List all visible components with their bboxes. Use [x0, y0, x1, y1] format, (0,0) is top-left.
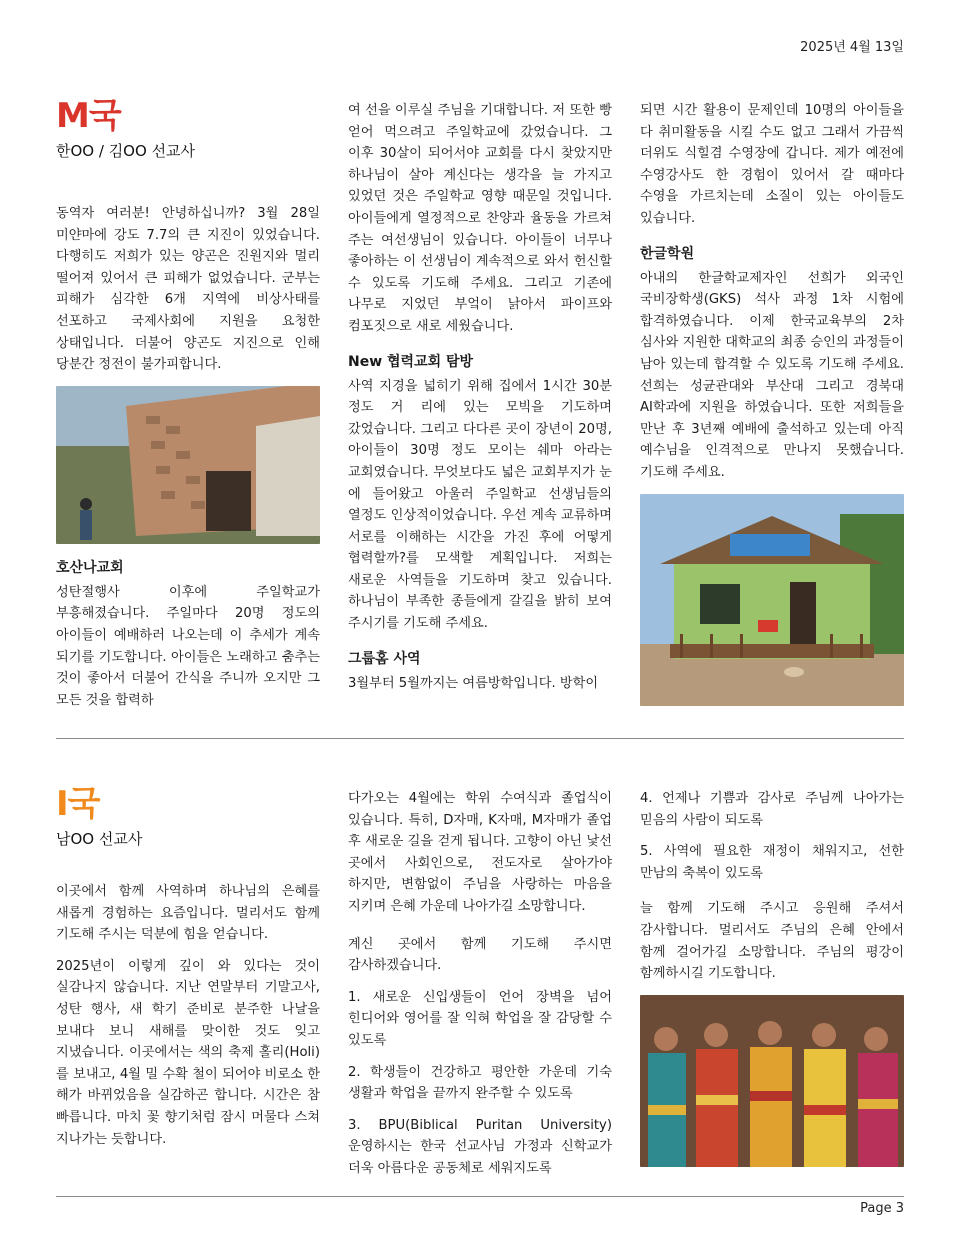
m-col2-continued-text: 여 선을 이루실 주님을 기대합니다. 저 또한 빵 얻어 먹으려고 주일학교에 갔었습니다. 그 이후 30살이 되어서야 교회를 다시 찾았지만 하나님이 살아 계신다는 생각을 늘 가지고 있었던 것은 주일학교 영향 때문일 것입니다. 아이들에게 열정적으로 찬양과 율동을 가르쳐 주는 여선생님이 있습니다. 아이들이 너무나 좋아하는 이 선생님이 계속적으로 와서 헌신할 수 있도록 기도해 주세요. 그리고 기존에 나무로 지었던 부엌이 낡아서 파이프와 컴포짓으로 새로 세웠습니다.	[348, 103, 612, 334]
hangul-school-body: 아내의 한글학교제자인 선희가 외국인 국비장학생(GKS) 석사 과정 1차 시험에 합격하였습니다. 이제 한국교육부의 2차 심사와 지원한 대학교의 최종 승인의 과정들이 남아 있는데 합격할 수 있도록 기도해 주세요. 선희는 성균관대와 부산대 그리고 경북대 AI학과에 지원을 하였습니다. 또한 저희들을 만난 후 3년째 예배에 출석하고 있는데 아직 예수님을 인격적으로 만나지 못했습니다. 기도해 주세요.	[640, 270, 904, 480]
m-col-1	[56, 96, 320, 721]
m-col3-continued-text: 되면 시간 활용이 문제인데 10명의 아이들을 다 취미활동을 시킬 수도 없고 그래서 가끔씩 더위도 식힐겸 수영장에 갑니다. 제가 예전에 수영강사도 한 경험이 있어서 갈 때마다 수영을 가르치는데 소질이 있는 아이들도 있습니다.	[640, 103, 904, 226]
missionary-name-i: 남OO 선교사	[56, 830, 143, 848]
prayer-item-1: 1. 새로운 신입생들이 언어 장벽을 넘어 힌디어와 영어를 잘 익혀 학업을 잘 감당할 수 있도록	[348, 989, 612, 1048]
saris-photo-illustration	[640, 995, 904, 1167]
prayer-item-3: 3. BPU(Biblical Puritan University)운영하시는 한국 선교사님 가정과 신학교가 더욱 아름다운 공동체로 세워지도록	[348, 1117, 612, 1176]
i-col2-paragraph-2: 계신 곳에서 함께 기도해 주시면 감사하겠습니다.	[348, 936, 612, 974]
new-partner-church-body: 사역 지경을 넓히기 위해 집에서 1시간 30분 정도 거 리에 있는 모빅을 기도하며 갔었습니다. 그리고 다다른 곳이 장년이 20명, 아이들이 30명 정도 모이는 쉐마 아라는 교회였습니다. 무엇보다도 넓은 교회부지가 눈 에 들어왔고 아울러 주일학교 선생님들의 열정도 인상적이었습니다. 우선 계속 교류하며 서로를 이해하는 시간을 가진 후에 어떻게 협력할까?를 모색할 계획입니다. 저희는 새로운 사역들을 기도하며 찾고 있습니다. 하나님이 부족한 종들에게 갈길을 밝히 보여 주시기를 기도해 주세요.	[348, 378, 612, 632]
i-col2-paragraph-1: 다가오는 4월에는 학위 수여식과 졸업식이 있습니다. 특히, D자매, K자매, M자매가 졸업 후 새로운 길을 걷게 됩니다. 고향이 아닌 낯선 곳에서 사회인으로, 전도자로 살아가야 하지만, 변함없이 주님을 사랑하는 마음을 지키며 은혜 가운데 나아가길 소망합니다.	[348, 791, 612, 914]
issue-date: 2025년 4월 13일	[800, 40, 904, 55]
prayer-item-4: 4. 언제나 기쁨과 감사로 주님께 나아가는 믿음의 사람이 되도록	[640, 791, 904, 828]
earthquake-damaged-building-photo	[56, 386, 320, 544]
page-number: Page 3	[860, 1201, 904, 1216]
i-col-1	[56, 784, 320, 1160]
women-in-saris-photo	[640, 995, 904, 1167]
group-home-title: 그룹홈 사역	[348, 650, 421, 667]
country-title-i: I국	[56, 784, 100, 824]
hangul-school-title: 한글학원	[640, 245, 695, 262]
section-divider	[56, 738, 904, 739]
country-title-m: M국	[56, 96, 121, 136]
prayer-item-2: 2. 학생들이 건강하고 평안한 가운데 기숙 생활과 학업을 끝까지 완주할 수 있도록	[348, 1064, 612, 1102]
church1-body: 성탄절행사 이후에 주일학교가 부흥해졌습니다. 주일마다 20명 정도의 아이들이 예배하러 나오는데 이 추세가 계속 되기를 기도합니다. 아이들은 노래하고 춤추는 것이 좋아서 더불어 간식을 주니까 오지만 그 모든 것을 합력하	[56, 584, 320, 708]
earthquake-photo-illustration	[56, 386, 320, 544]
m-intro-text: 동역자 여러분! 안녕하십니까? 3월 28일 미얀마에 강도 7.7의 큰 지진이 있었습니다.다행히도 저희가 있는 양곤은 진원지와 멀리 떨어져 있어서 큰 피해가 없었습니다. 군부는 피해가 심각한 6개 지역에 비상사태를 선포하고 국제사회에 지원을 요청한 상태입니다. 더불어 양곤도 지진으로 인해 당분간 정전이 불가피합니다.	[56, 206, 320, 373]
church-building-photo	[640, 494, 904, 706]
group-home-body: 3월부터 5월까지는 여름방학입니다. 방학이	[348, 675, 599, 691]
i-paragraph-1: 이곳에서 함께 사역하며 하나님의 은혜를 새롭게 경험하는 요즘입니다. 멀리서도 함께 기도해 주시는 덕분에 힘을 얻습니다.	[56, 884, 320, 943]
new-partner-church-title: New 협력교회 탐방	[348, 353, 474, 370]
i-col-3	[640, 788, 904, 1167]
church-photo-illustration	[640, 494, 904, 706]
i-paragraph-2: 2025년이 이렇게 깊이 와 있다는 것이 실감나지 않습니다. 지난 연말부터 기말고사, 성탄 행사, 새 학기 준비로 분주한 나날을 보내다 보니 새해를 맞이한 것도 잊고 지냈습니다. 이곳에서는 색의 축제 홀리(Holi)를 보내고, 4월 밀 수확 철이 되어야 비로소 한 해가 바뀌었음을 실감하곤 합니다. 시간은 참 빠릅니다. 마치 꽃 향기처럼 잠시 머물다 스쳐 지나가는 듯합니다.	[56, 958, 320, 1147]
m-col-2	[348, 100, 612, 704]
church1-title: 호산나교회	[56, 559, 124, 576]
missionary-name-m: 한OO / 김OO 선교사	[56, 142, 196, 160]
i-closing-text: 늘 함께 기도해 주시고 응원해 주셔서 감사합니다. 멀리서도 주님의 은혜 안에서 함께 걸어가길 소망합니다. 주님의 평강이 함께하시길 기도합니다.	[640, 901, 904, 982]
i-col-2	[348, 788, 612, 1190]
m-col-3	[640, 100, 904, 706]
prayer-item-5: 5. 사역에 필요한 재정이 채워지고, 선한 만남의 축복이 있도록	[640, 844, 904, 881]
footer-divider	[56, 1196, 904, 1197]
